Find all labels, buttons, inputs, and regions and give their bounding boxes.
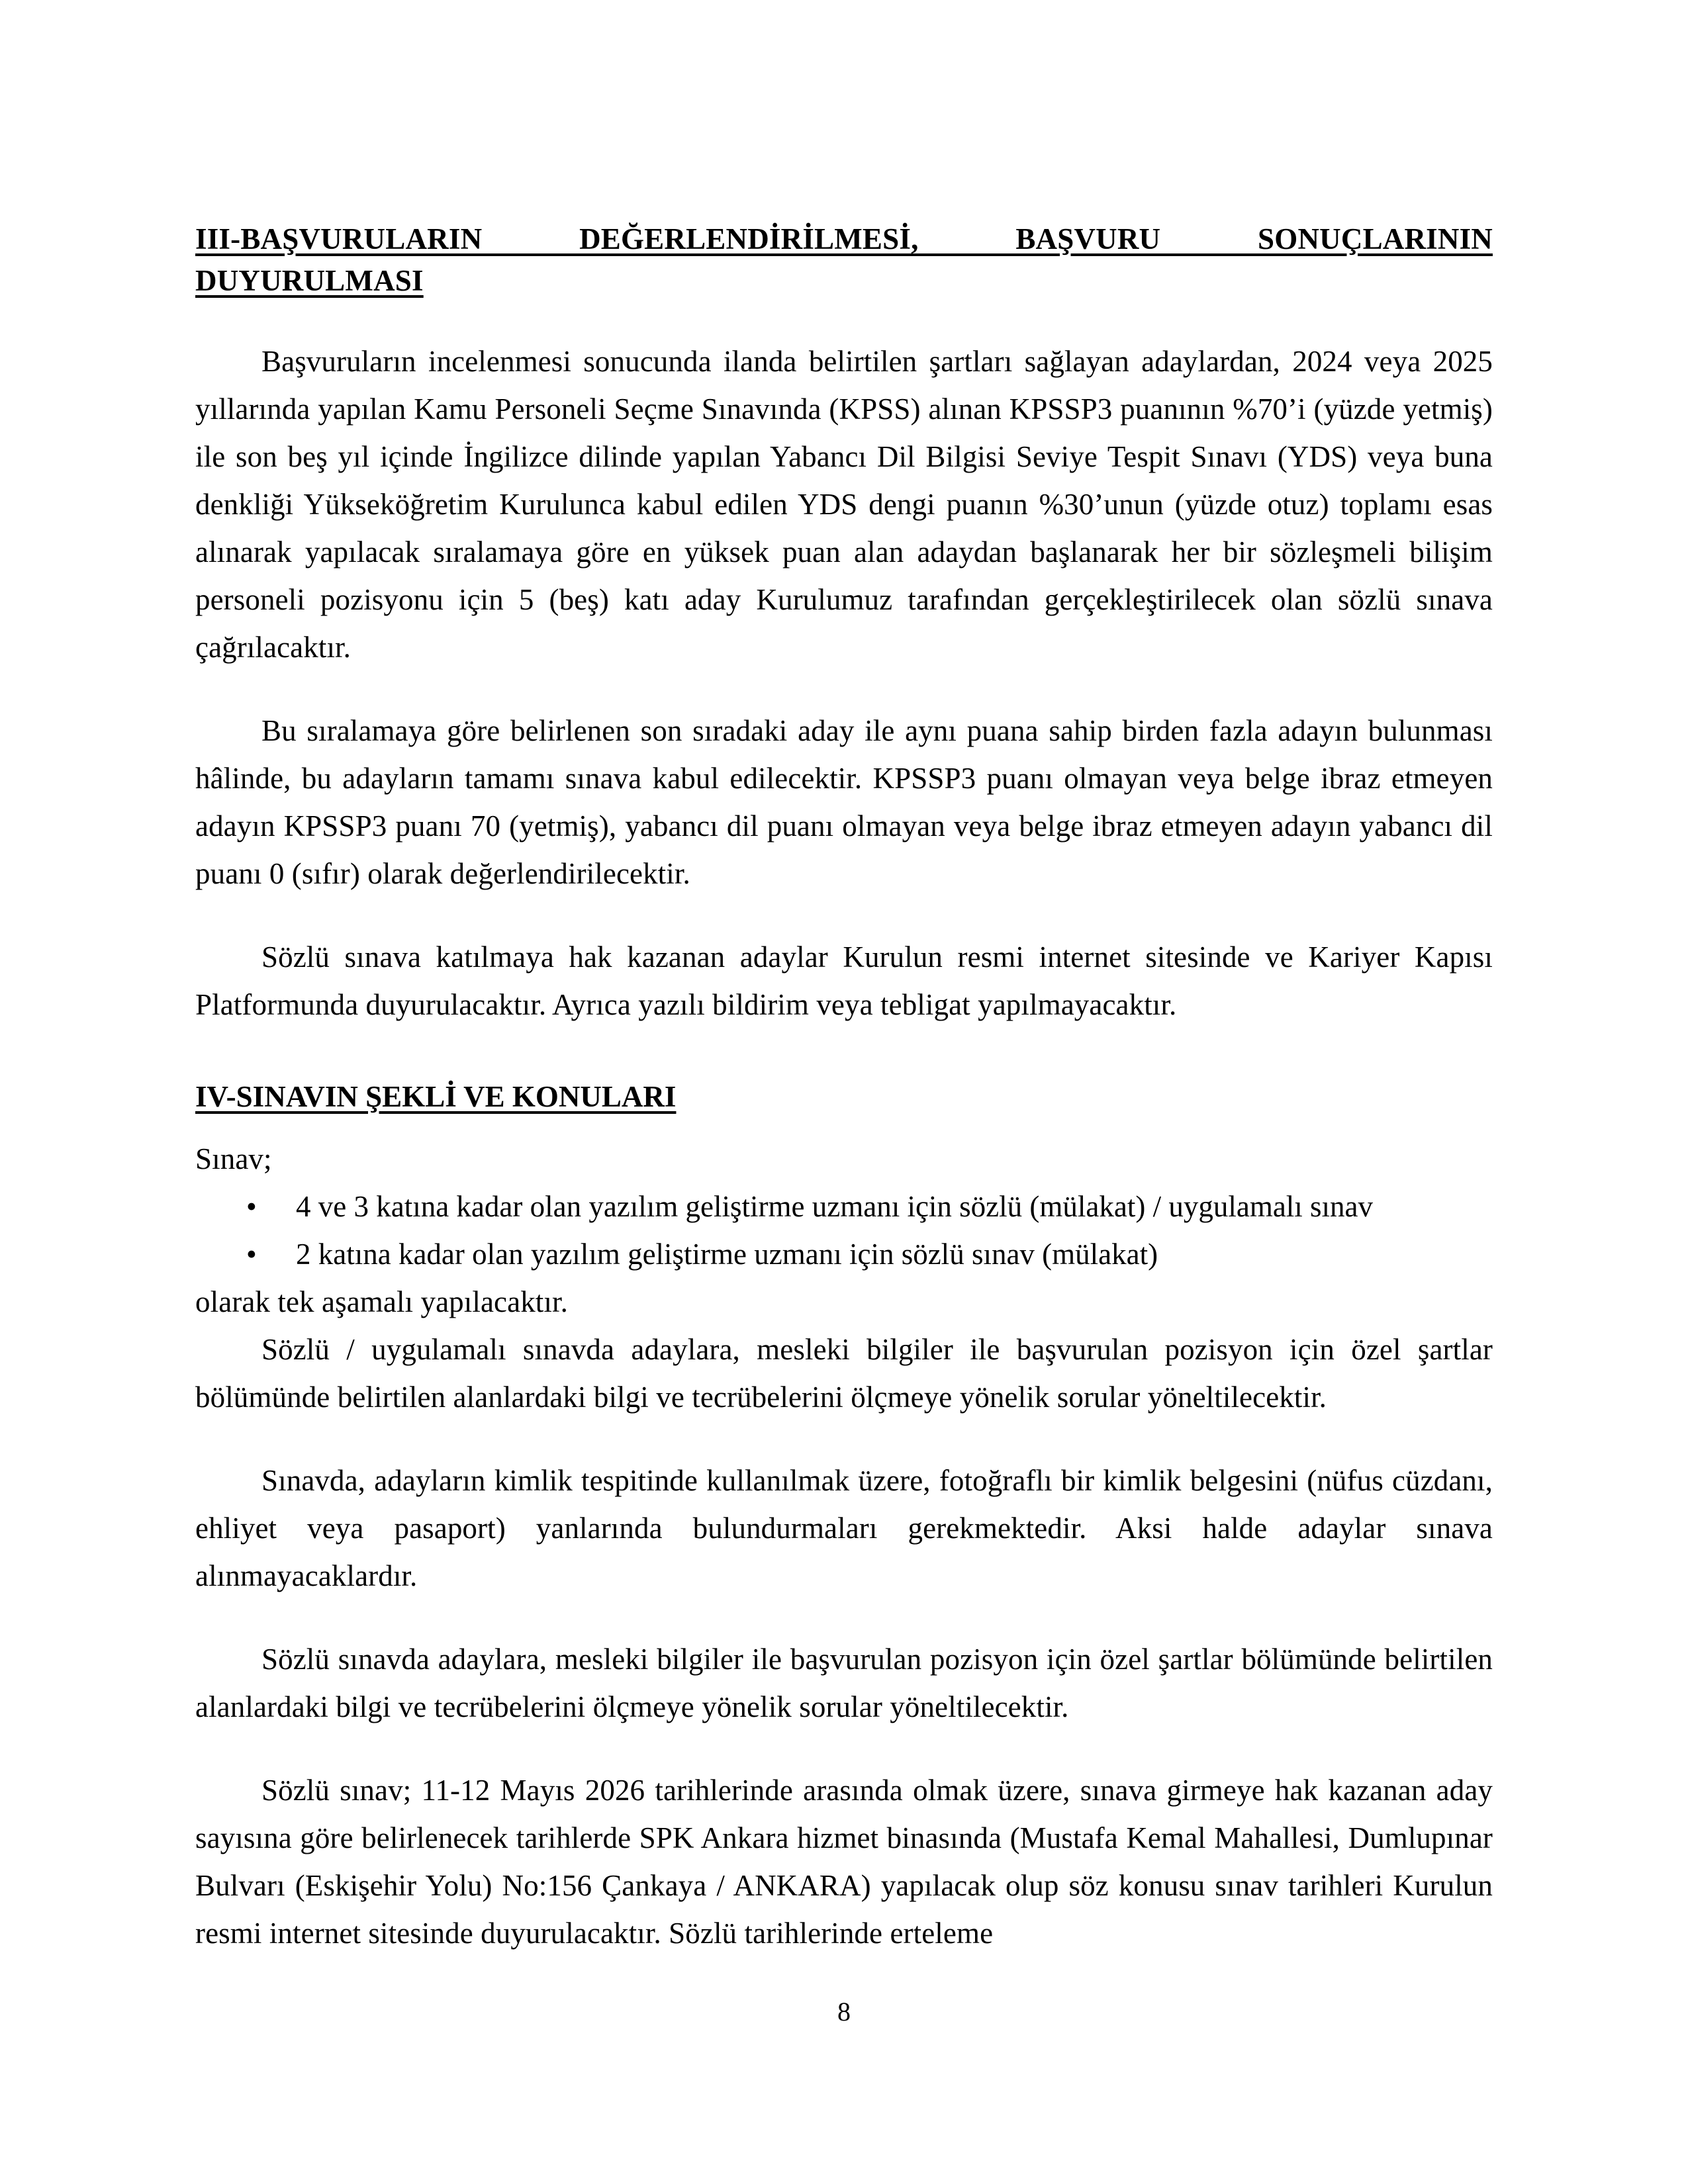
bullet-icon: • [246,1238,257,1271]
spacer [195,302,1493,338]
page-number: 8 [837,1997,851,2026]
spacer [195,1421,1493,1457]
list-item [195,1230,1493,1278]
spacer [195,671,1493,707]
spacer [195,1731,1493,1766]
exam-outro-line: olarak tek aşamalı yapılacaktır. [195,1285,568,1318]
spacer [195,1028,1493,1076]
list-item [195,1183,1493,1230]
heading-section-iv: IV-SINAVIN ŞEKLİ VE KONULARI [195,1080,677,1113]
exam-type-list [195,1183,1493,1278]
heading-section-iii-line2: DUYURULMASI [195,264,424,297]
paragraph-announcement-channels: Sözlü sınava katılmaya hak kazanan adaylar Kurulun resmi internet sitesinde ve Kariyer Kapısı Platformunda duyurulacaktır. Ayrıca yazılı bildirim veya tebligat yapılmayacaktır. [195,940,1493,1021]
paragraph-oral-exam-content: Sözlü sınavda adaylara, mesleki bilgiler ile başvurulan pozisyon için özel şartlar bölümünde belirtilen alanlardaki bilgi ve tecrübelerini ölçmeye yönelik sorular yöneltilecektir. [195,1643,1493,1723]
heading-section-iii-line1: III-BAŞVURULARIN DEĞERLENDİRİLMESİ, BAŞVURU SONUÇLARININ [195,222,1493,255]
paragraph-identity-documents: Sınavda, adayların kimlik tespitinde kullanılmak üzere, fotoğraflı bir kimlik belgesini (nüfus cüzdanı, ehliyet veya pasaport) yanlarında bulundurmaları gerekmektedir. Aksi halde adaylar sınava alınmayacaklardır. [195,1464,1493,1592]
paragraph-exam-date-and-venue: Sözlü sınav; 11-12 Mayıs 2026 tarihlerinde arasında olmak üzere, sınava girmeye hak kazanan aday sayısına göre belirlenecek tarihlerde SPK Ankara hizmet binasında (Mustafa Kemal Mahallesi, Dumlupınar Bulvarı (Eskişehir Yolu) No:156 Çankaya / ANKARA) yapılacak olup söz konusu sınav tarihleri Kurulun resmi internet sitesinde duyurulacaktır. Sözlü tarihlerinde erteleme [195,1774,1493,1950]
list-item-label: 2 katına kadar olan yazılım geliştirme uzmanı için sözlü sınav (mülakat) [296,1238,1158,1271]
spacer [195,1118,1493,1135]
paragraph-evaluation-criteria: Başvuruların incelenmesi sonucunda ilanda belirtilen şartları sağlayan adaylardan, 2024 veya 2025 yıllarında yapılan Kamu Personeli Seçme Sınavında (KPSS) alınan KPSSP3 puanının %70’i (yüzde yetmiş) ile son beş yıl içinde İngilizce dilinde yapılan Yabancı Dil Bilgisi Seviye Tespit Sınavı (YDS) veya buna denkliği Yükseköğretim Kurulunca kabul edilen YDS dengi puanın %30’unun (yüzde otuz) toplamı esas alınarak yapılacak sıralamaya göre en yüksek puan alan adaydan başlanarak her bir sözleşmeli bilişim personeli pozisyonu için 5 (beş) katı aday Kurulumuz tarafından gerçekleştirilecek olan sözlü sınava çağrılacaktır. [195,345,1493,664]
list-item-label: 4 ve 3 katına kadar olan yazılım geliştirme uzmanı için sözlü (mülakat) / uygulamalı sınav [296,1190,1374,1223]
bullet-icon: • [246,1190,257,1223]
spacer [195,897,1493,933]
heading-section-iii [195,218,1493,302]
exam-intro-line: Sınav; [195,1142,272,1175]
paragraph-tie-and-default-scores: Bu sıralamaya göre belirlenen son sıradaki aday ile aynı puana sahip birden fazla adayın bulunması hâlinde, bu adayların tamamı sınava kabul edilecektir. KPSSP3 puanı olmayan veya belge ibraz etmeyen adayın KPSSP3 puanı 70 (yetmiş), yabancı dil puanı olmayan veya belge ibraz etmeyen adayın yabancı dil puanı 0 (sıfır) olarak değerlendirilecektir. [195,714,1493,890]
spacer [195,1600,1493,1635]
page-content [195,218,1493,1957]
paragraph-oral-practical-content: Sözlü / uygulamalı sınavda adaylara, mesleki bilgiler ile başvurulan pozisyon için özel şartlar bölümünde belirtilen alanlardaki bilgi ve tecrübelerini ölçmeye yönelik sorular yöneltilecektir. [195,1333,1493,1414]
